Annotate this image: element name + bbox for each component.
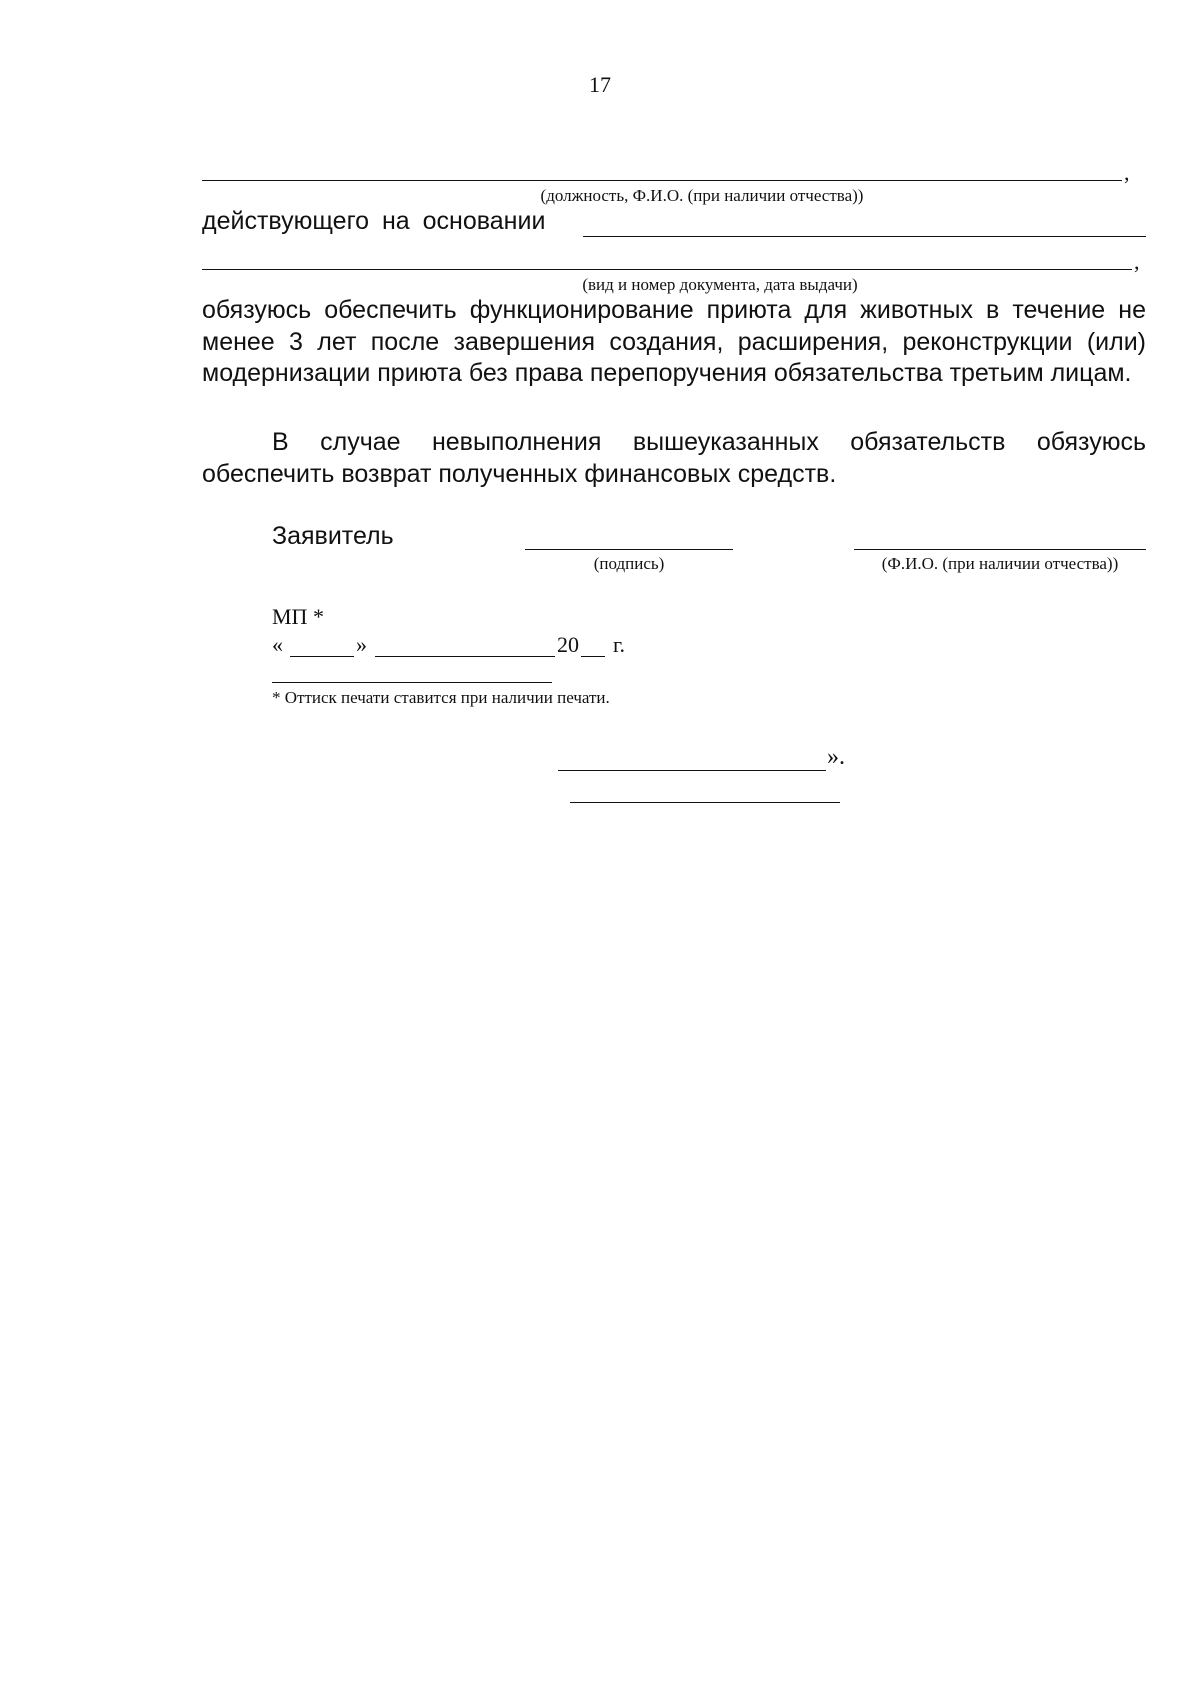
applicant-name-caption: (Ф.И.О. (при наличии отчества)) [881,554,1119,573]
date-day-line [290,656,354,657]
basis-line [583,236,1146,237]
document-line [202,269,1132,270]
date-close-quote: » [356,632,367,657]
document-caption: (вид и номер документа, дата выдачи) [582,275,858,294]
refund-paragraph: В случае невыполнения вышеуказанных обязательств обязуюсь обеспечить возврат полученных финансовых средств. [202,428,1146,488]
page-number: 17 [589,72,611,97]
date-year-line [581,656,605,657]
closing-line-1 [558,770,826,771]
stamp-footnote: * Оттиск печати ставится при наличии печати. [272,688,610,707]
closing-line-2 [570,802,840,803]
obligation-paragraph: обязуюсь обеспечить функционирование приюта для животных в течение не менее 3 лет после завершения создания, расширения, реконструкции (или) модернизации приюта без права перепоручения обязательства третьим лицам. [202,296,1146,387]
date-year-suffix: г. [613,632,626,657]
basis-label: действующего на основании [202,207,546,235]
stamp-label: МП * [272,604,324,629]
position-line-comma: , [1124,160,1130,185]
closing-mark: ». [827,744,845,770]
position-name-line [202,180,1122,181]
footnote-separator [272,682,552,683]
position-caption: (должность, Ф.И.О. (при наличии отчества)) [540,186,864,205]
signature-caption: (подпись) [593,554,665,573]
date-month-line [375,656,555,657]
date-open-quote: « [272,632,283,657]
applicant-name-line [854,549,1146,550]
date-year-prefix: 20 [557,632,579,657]
document-line-comma: , [1134,249,1140,274]
applicant-label: Заявитель [272,522,394,550]
signature-line [525,549,733,550]
